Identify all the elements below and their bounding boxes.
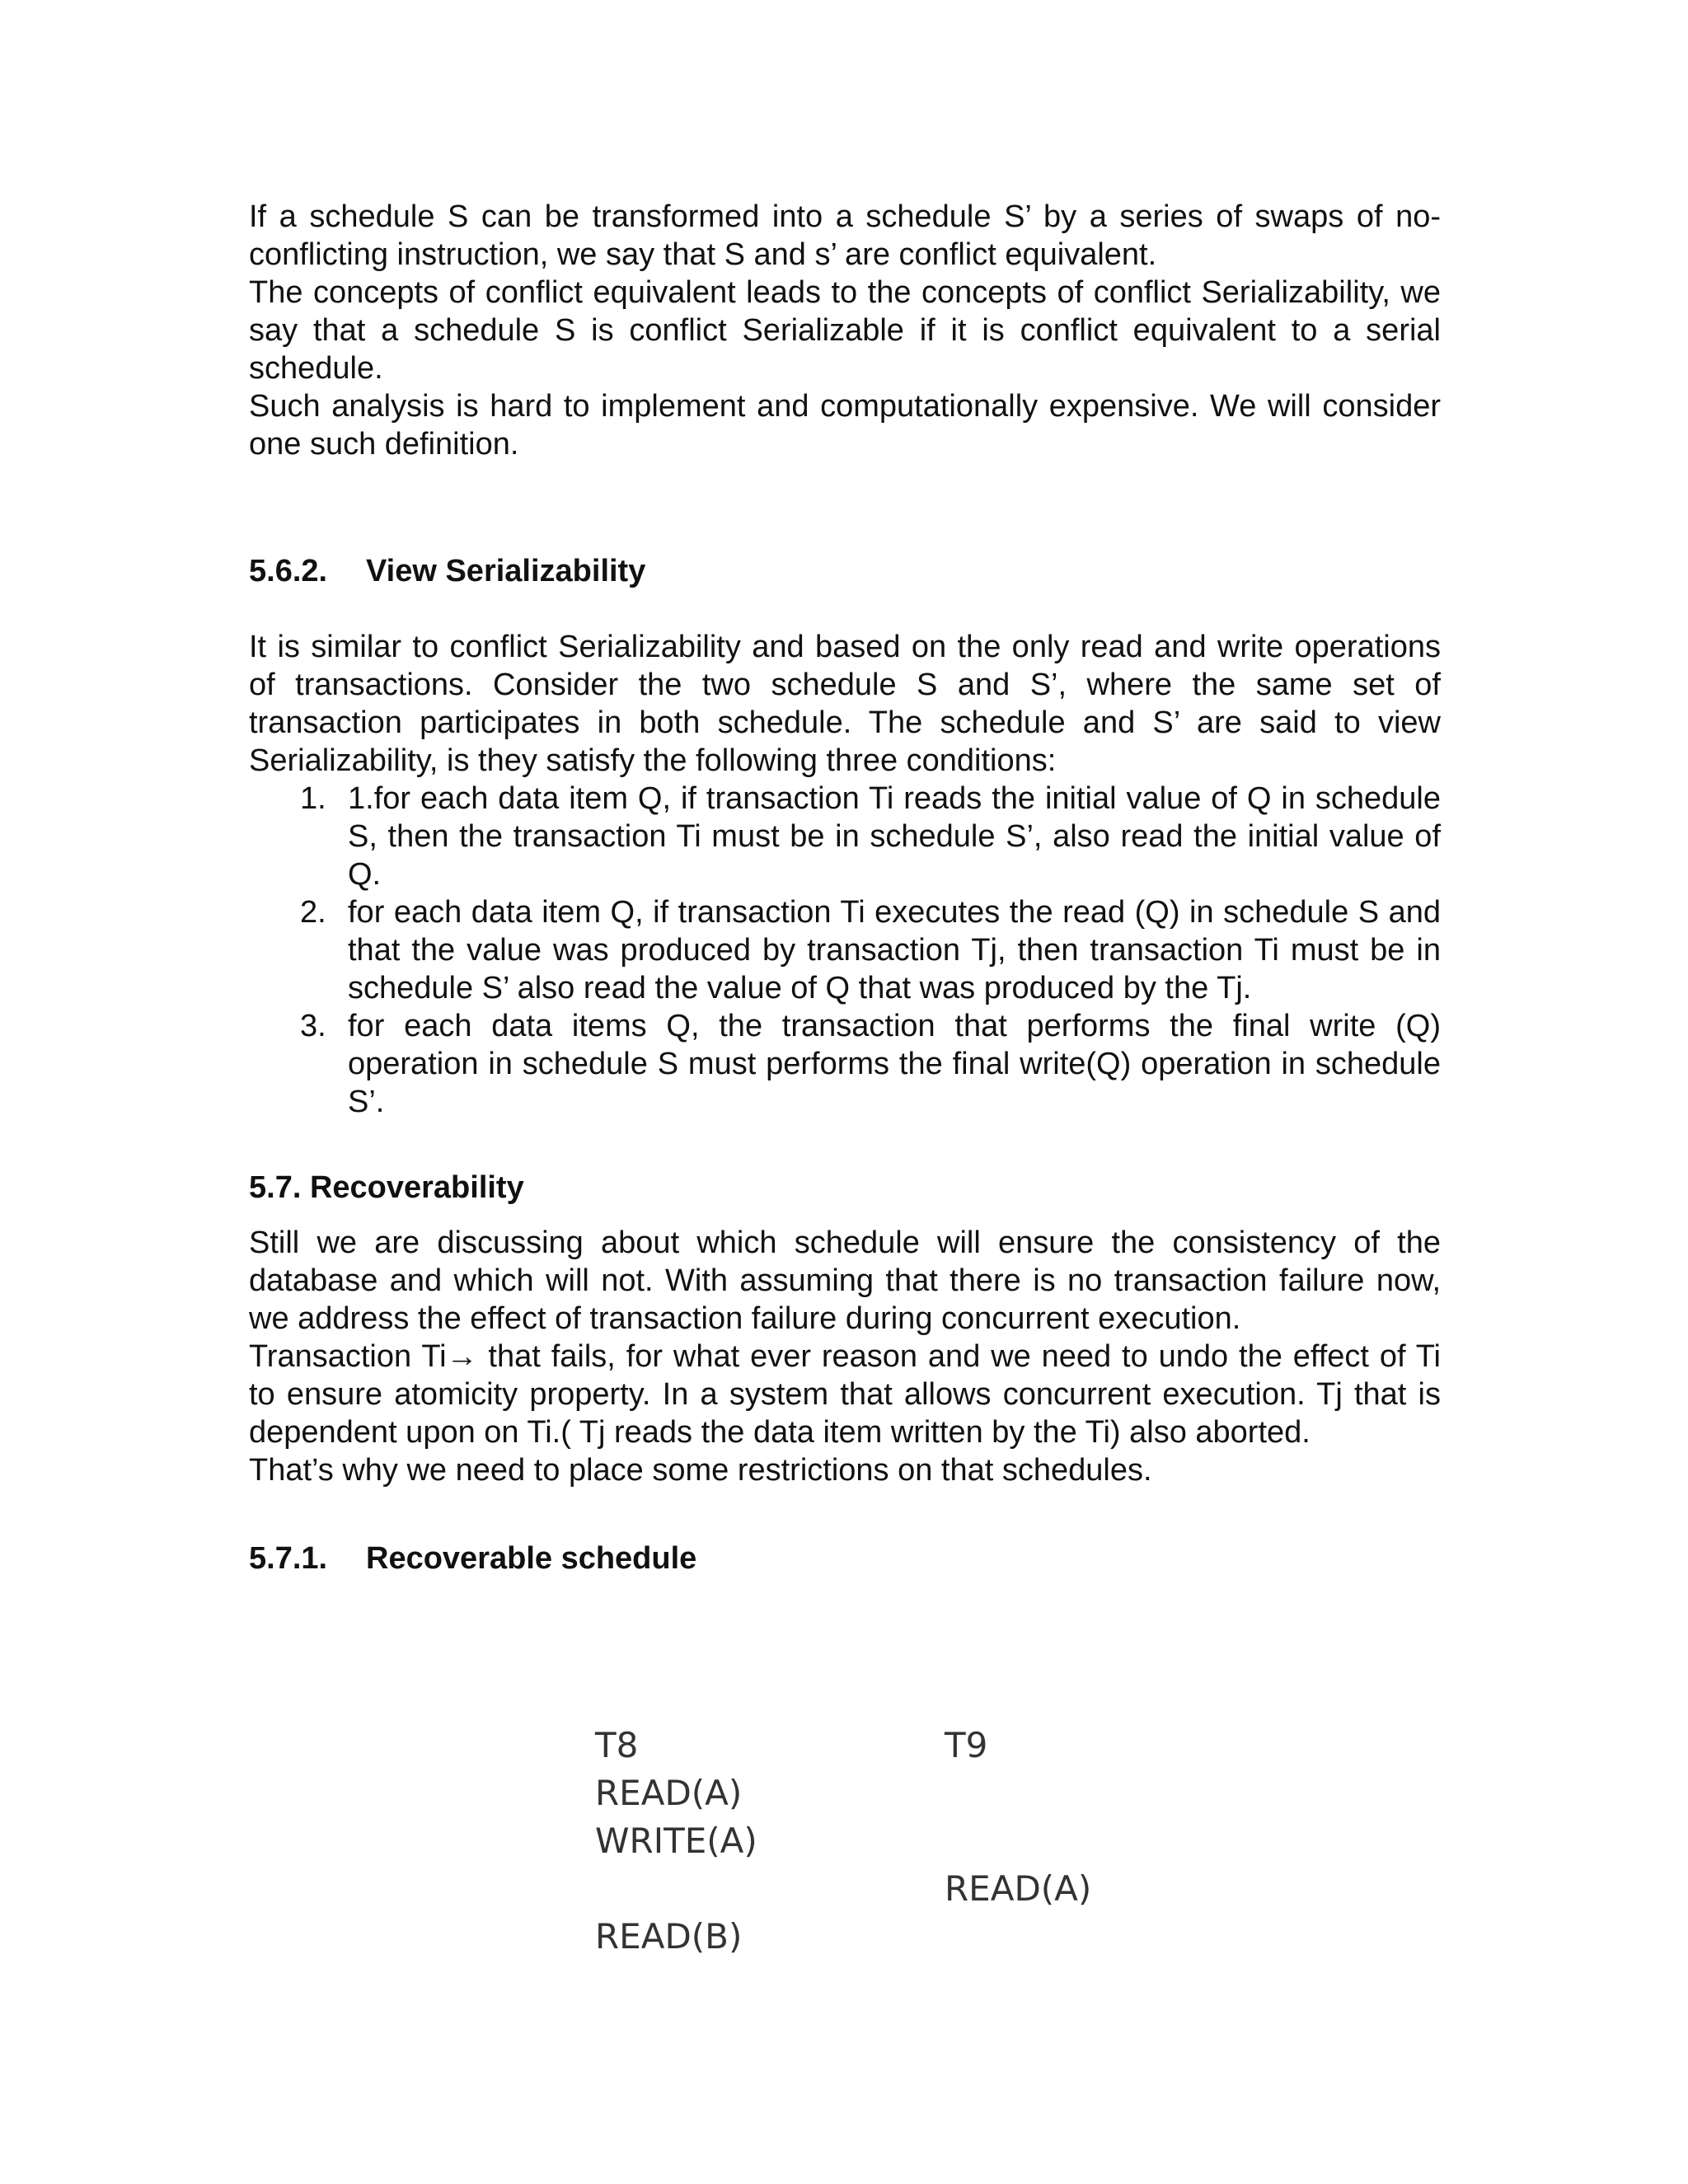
operation: READ(A) xyxy=(595,1773,743,1813)
section-heading-recoverability: 5.7. Recoverability xyxy=(249,1170,524,1205)
recoverability-paragraph-3: That’s why we need to place some restrictions on that schedules. xyxy=(249,1453,1152,1488)
transaction-header: T9 xyxy=(945,1725,988,1765)
intro-paragraph-3: Such analysis is hard to implement and computationally expensive. We will consider one such definition. xyxy=(249,389,1441,462)
list-item-text: 1.for each data item Q, if transaction Ti reads the initial value of Q in schedule S, then the transaction Ti must be in schedule S’, also read the initial value of Q. xyxy=(348,781,1441,892)
operation: READ(A) xyxy=(945,1868,1092,1909)
list-marker: 3. xyxy=(300,1009,326,1043)
list-item xyxy=(249,1007,1441,1121)
list-item xyxy=(249,893,1441,1007)
section-heading-recoverable-schedule xyxy=(249,1540,1441,1577)
section-title: View Serializability xyxy=(366,554,646,588)
section-title: Recoverable schedule xyxy=(366,1541,697,1576)
transaction-header: T8 xyxy=(595,1725,639,1765)
list-item-text: for each data items Q, the transaction that performs the final write (Q) operation in schedule S must performs the final write(Q) operation in schedule S’. xyxy=(348,1009,1441,1119)
list-marker: 1. xyxy=(300,781,326,816)
section-heading-view-serializability xyxy=(249,552,1441,590)
section-number: 5.7.1. xyxy=(249,1541,328,1576)
operation: WRITE(A) xyxy=(595,1821,757,1861)
conditions-list xyxy=(249,780,1441,1121)
list-marker: 2. xyxy=(300,895,326,930)
list-item xyxy=(249,780,1441,893)
recoverability-paragraph-2: Transaction Ti→ that fails, for what ever reason and we need to undo the effect of Ti to ensure atomicity property. In a system that allows concurrent execution. Tj that is dependent upon on Ti.( Tj reads the data item written by the Ti) also aborted. xyxy=(249,1339,1441,1450)
section-number: 5.6.2. xyxy=(249,554,328,588)
schedule-table-image xyxy=(595,1722,1172,1986)
intro-paragraph-2: The concepts of conflict equivalent leads to the concepts of conflict Serializability, we say that a schedule S is conflict Serializable if it is conflict equivalent to a serial schedule. xyxy=(249,275,1441,386)
view-serializability-intro: It is similar to conflict Serializability and based on the only read and write operations of transactions. Consider the two schedule S and S’, where the same set of transaction participates in both schedule. The schedule and S’ are said to view Serializability, is they satisfy the following three conditions: xyxy=(249,630,1441,778)
list-item-text: for each data item Q, if transaction Ti executes the read (Q) in schedule S and that the value was produced by transaction Tj, then transaction Ti must be in schedule S’ also read the value of Q that was produced by the Tj. xyxy=(348,895,1441,1005)
document-page xyxy=(249,198,1441,1577)
intro-paragraph-1: If a schedule S can be transformed into a schedule S’ by a series of swaps of no-conflicting instruction, we say that S and s’ are conflict equivalent. xyxy=(249,199,1441,272)
recoverability-paragraph-1: Still we are discussing about which schedule will ensure the consistency of the database and which will not. With assuming that there is no transaction failure now, we address the effect of transaction failure during concurrent execution. xyxy=(249,1226,1441,1336)
operation: READ(B) xyxy=(595,1916,743,1957)
